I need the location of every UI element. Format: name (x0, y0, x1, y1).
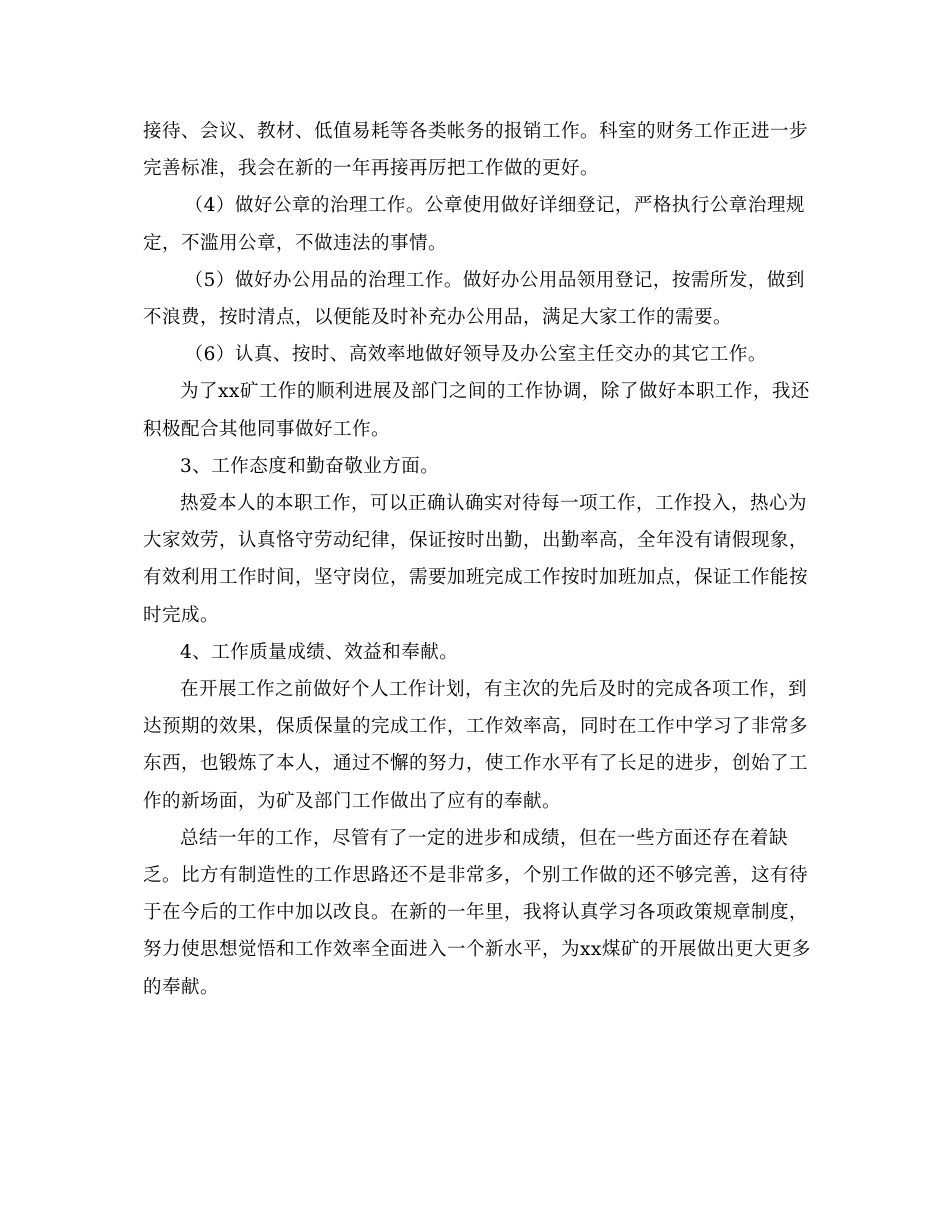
paragraph-attitude: 热爱本人的本职工作，可以正确认确实对待每一项工作，工作投入，热心为大家效劳，认真恪守劳动纪律，保证按时出勤，出勤率高，全年没有请假现象，有效利用工作时间，坚守岗位，需要加班完成工作按时加班加点，保证工作能按时完成。 (143, 493, 809, 626)
paragraph-item-4-seal: （4）做好公章的治理工作。公章使用做好详细登记，严格执行公章治理规定，不滥用公章，不做违法的事情。 (143, 195, 805, 254)
paragraph-cooperation: 为了xx矿工作的顺利进展及部门之间的工作协调，除了做好本职工作，我还积极配合其他同事做好工作。 (143, 381, 810, 440)
paragraph-item-5-supplies: （5）做好办公用品的治理工作。做好办公用品领用登记，按需所发，做到不浪费，按时清点，以便能及时补充办公用品，满足大家工作的需要。 (143, 269, 805, 329)
paragraph-quality: 在开展工作之前做好个人工作计划，有主次的先后及时的完成各项工作，到达预期的效果，保质保量的完成工作，工作效率高，同时在工作中学习了非常多东西，也锻炼了本人，通过不懈的努力，使工作水平有了长足的进步，创始了工作的新场面，为矿及部门工作做出了应有的奉献。 (143, 679, 809, 812)
paragraph-reimbursement: 接待、会议、教材、低值易耗等各类帐务的报销工作。科室的财务工作正进一步完善标准，我会在新的一年再接再厉把工作做的更好。 (143, 121, 809, 180)
paragraph-item-6-tasks: （6）认真、按时、高效率地做好领导及办公室主任交办的其它工作。 (184, 344, 767, 366)
section-heading-attitude: 3、工作态度和勤奋敬业方面。 (180, 455, 440, 477)
section-heading-quality: 4、工作质量成绩、效益和奉献。 (180, 641, 459, 663)
document-body (143, 113, 815, 1006)
paragraph-summary: 总结一年的工作，尽管有了一定的进步和成绩，但在一些方面还存在着缺乏。比方有制造性的工作思路还不是非常多，个别工作做的还不够完善，这有待于在今后的工作中加以改良。在新的一年里，我将认真学习各项政策规章制度，努力使思想觉悟和工作效率全面进入一个新水平，为xx煤矿的开展做出更大更多的奉献。 (143, 827, 811, 998)
